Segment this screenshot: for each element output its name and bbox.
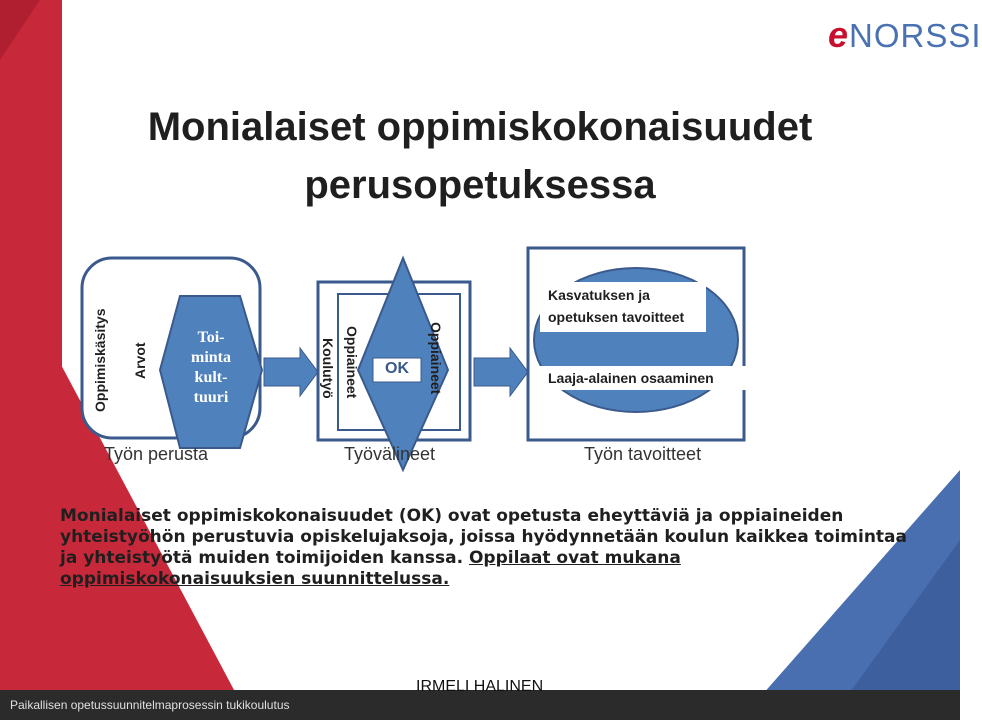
arrow-2 (474, 348, 528, 396)
paragraph-text: Monialaiset oppimiskokonaisuudet (OK) ovat opetusta eheyttäviä ja oppiaineiden yhteistyöhön perustuvia opiskelujaksoja, joissa hyödynnetään koulun kaikkea toimintaa ja yhteistyötä muiden toimijoiden kanssa. (60, 506, 907, 568)
label-kasvatus: Kasvatuksen ja opetuksen tavoitteet (548, 287, 685, 325)
label-arvot: Arvot (132, 342, 148, 380)
label-laaja-alainen: Laaja-alainen osaaminen (548, 370, 714, 386)
footer-text: Paikallisen opetussuunnitelmaprosessin tukikoulutus (10, 698, 290, 712)
arrow-1 (264, 348, 318, 396)
label-koulutyo: Koulutyö (320, 338, 336, 399)
label-oppimiskasitys: Oppimiskäsitys (92, 308, 108, 412)
caption-tyon-tavoitteet: Työn tavoitteet (584, 444, 702, 464)
enorssi-logo: eNORSSI (828, 14, 982, 55)
title-line-2: perusopetuksessa (304, 163, 656, 207)
caption-tyon-perusta: Työn perusta (104, 444, 209, 464)
caption-tyovalineet: Työvälineet (344, 444, 436, 464)
label-oppiaineet-right: Oppiaineet (428, 322, 444, 395)
title-line-1: Monialaiset oppimiskokonaisuudet (147, 105, 813, 149)
paragraph-underlined: Oppilaat ovat mukana oppimiskokonaisuuksien suunnittelussa. (60, 548, 681, 589)
author-name: IRMELI HALINEN (416, 678, 544, 695)
hexagon-text: Toi- minta kult- tuuri (191, 329, 231, 406)
label-ok: OK (385, 360, 409, 377)
description-paragraph (60, 506, 920, 590)
label-oppiaineet-left: Oppiaineet (344, 326, 360, 399)
